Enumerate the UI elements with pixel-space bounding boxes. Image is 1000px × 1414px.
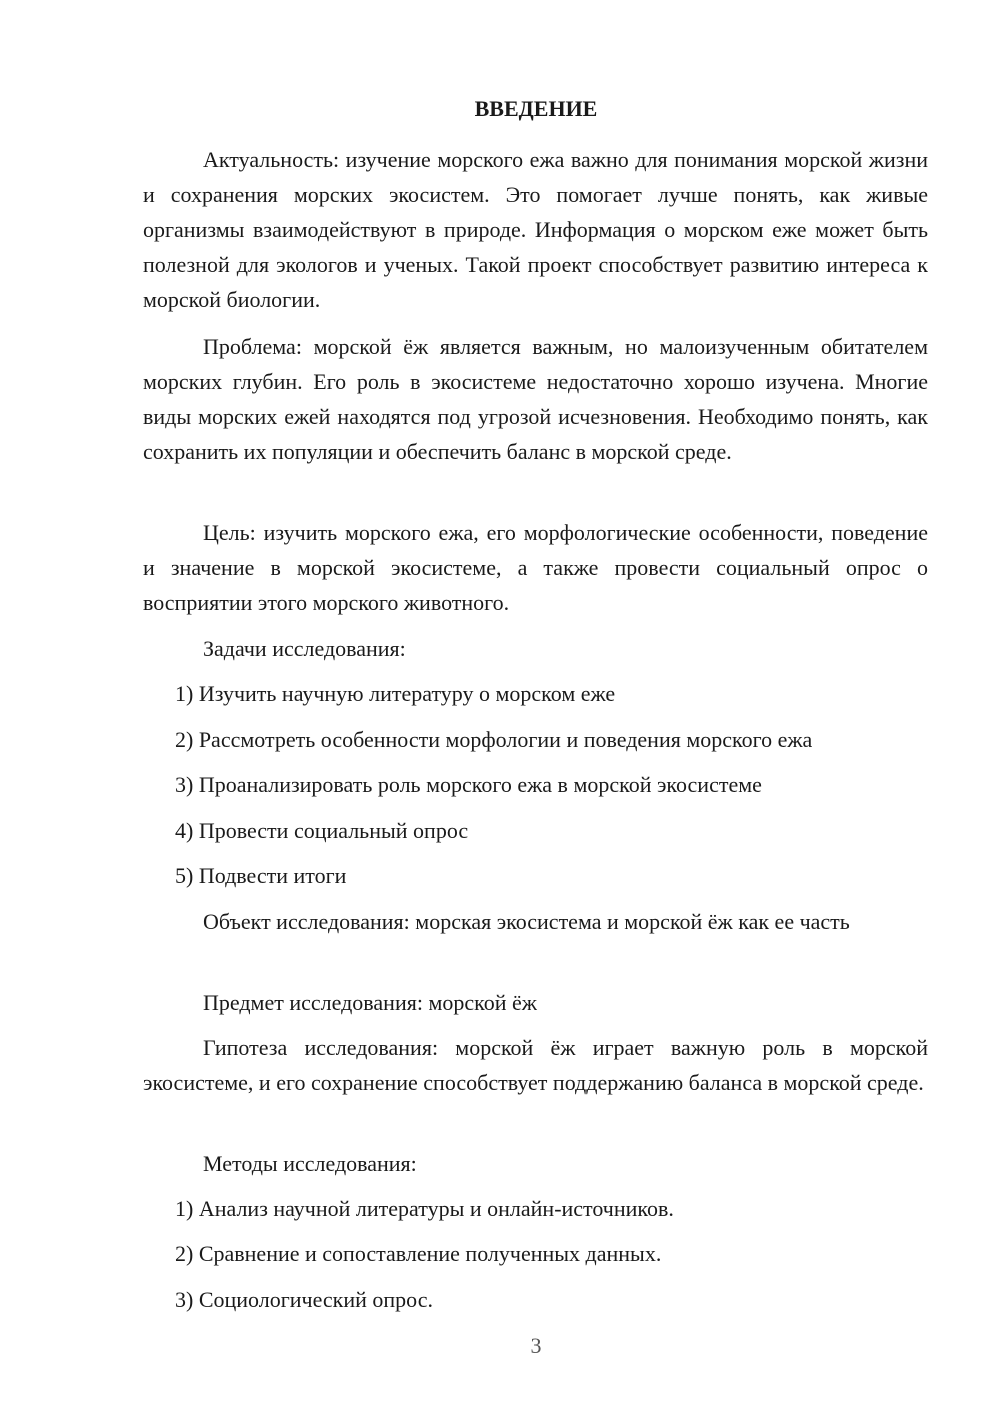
list-item: 4) Провести социальный опрос [175, 818, 469, 843]
list-item: 2) Сравнение и сопоставление полученных данных. [175, 1241, 662, 1266]
list-item: 3) Проанализировать роль морского ежа в морской экосистеме [175, 772, 762, 797]
goal-paragraph: Цель: изучить морского ежа, его морфологические особенности, поведение и значение в морской экосистеме, а также провести социальный опрос о восприятии этого морского животного. [143, 520, 928, 615]
list-item: 2) Рассмотреть особенности морфологии и поведения морского ежа [175, 727, 813, 752]
tasks-heading: Задачи исследования: [203, 636, 406, 661]
list-item: 1) Изучить научную литературу о морском еже [175, 681, 616, 706]
subject-paragraph: Предмет исследования: морской ёж [203, 990, 537, 1015]
relevance-paragraph: Актуальность: изучение морского ежа важно для понимания морской жизни и сохранения морских экосистем. Это помогает лучше понять, как живые организмы взаимодействуют в природе. Информация о морском еже может быть полезной для экологов и ученых. Такой проект способствует развитию интереса к морской биологии. [143, 147, 928, 312]
list-item: 5) Подвести итоги [175, 863, 347, 888]
object-paragraph: Объект исследования: морская экосистема и морской ёж как ее часть [203, 909, 850, 934]
methods-heading: Методы исследования: [203, 1151, 417, 1176]
page-number: 3 [530, 1333, 542, 1358]
problem-paragraph: Проблема: морской ёж является важным, но малоизученным обитателем морских глубин. Его роль в экосистеме недостаточно хорошо изучена. Многие виды морских ежей находятся под угрозой исчезновения. Необходимо понять, как сохранить их популяции и обеспечить баланс в морской среде. [143, 334, 928, 464]
list-item: 3) Социологический опрос. [175, 1287, 433, 1312]
hypothesis-paragraph: Гипотеза исследования: морской ёж играет важную роль в морской экосистеме, и его сохранение способствует поддержанию баланса в морской среде. [143, 1035, 928, 1095]
list-item: 1) Анализ научной литературы и онлайн-источников. [175, 1196, 674, 1221]
page-title: ВВЕДЕНИЕ [474, 96, 598, 121]
